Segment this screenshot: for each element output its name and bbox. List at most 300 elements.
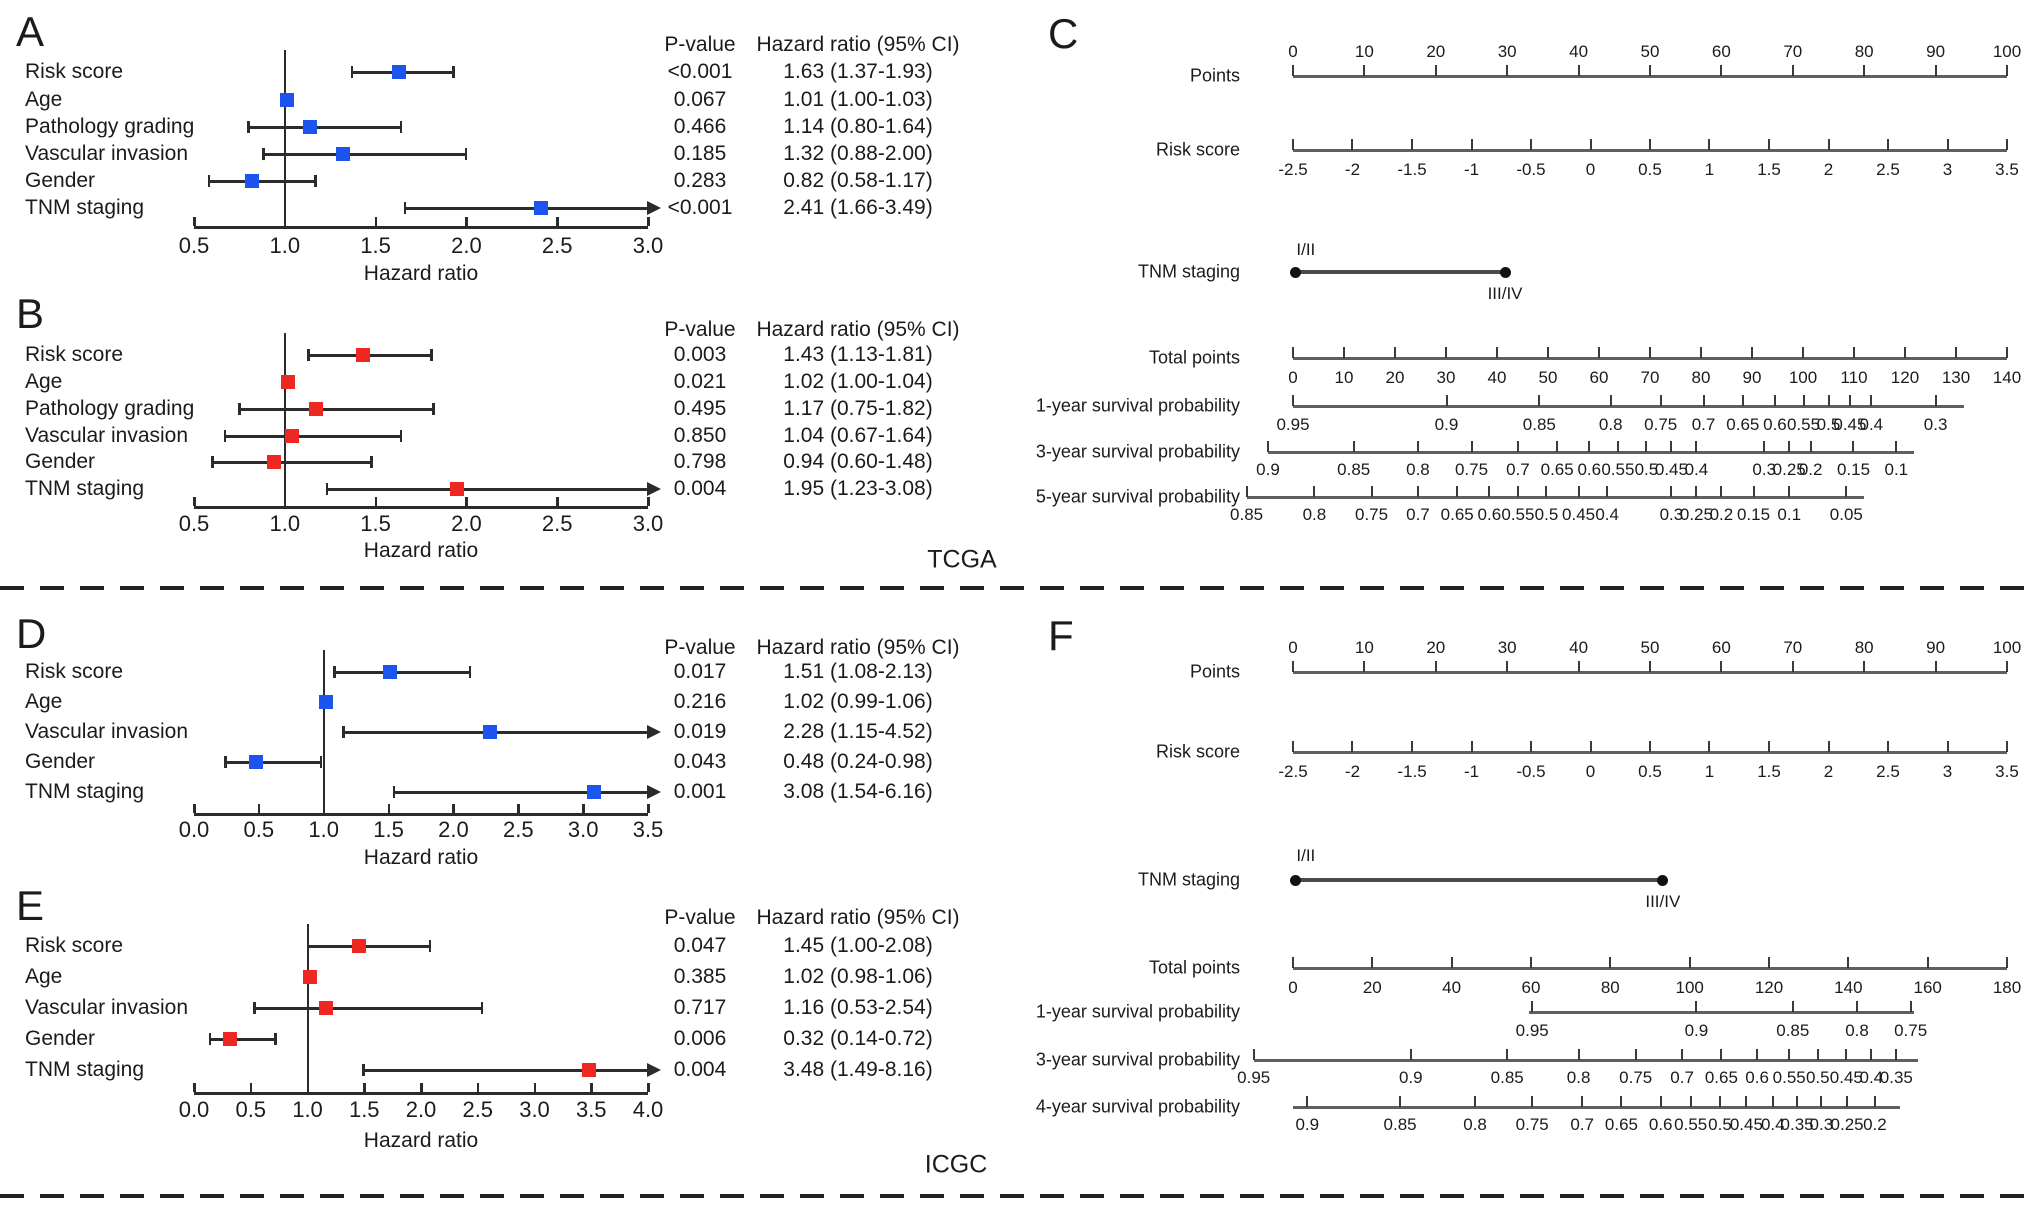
x-axis-tick-label: 2.5 bbox=[541, 511, 573, 536]
scale-tick-label: 0.5 bbox=[1805, 1068, 1830, 1087]
hr-marker bbox=[534, 201, 548, 215]
x-axis-line bbox=[194, 506, 648, 509]
scale-tick-label: 0.9 bbox=[1398, 1068, 1423, 1087]
scale-tick-label: 70 bbox=[1640, 368, 1660, 387]
hazard-ratio-ci: 3.08 (1.54-6.16) bbox=[783, 780, 933, 803]
scale-tick bbox=[1530, 139, 1532, 150]
scale-tick-label: 0.55 bbox=[1601, 460, 1635, 479]
x-axis-tick-label: 1.5 bbox=[373, 817, 404, 842]
scale-tick-label: 0.3 bbox=[1923, 415, 1948, 434]
scale-tick bbox=[1445, 347, 1447, 358]
scale-tick-label: 0.85 bbox=[1776, 1021, 1810, 1040]
scale-tick-label: 100 bbox=[1675, 978, 1704, 997]
scale-tick-label: 0.3 bbox=[1752, 460, 1777, 479]
tnm-dot-end bbox=[1500, 267, 1511, 278]
ci-line bbox=[394, 791, 648, 794]
p-value: 0.385 bbox=[673, 965, 727, 988]
forest-row-label: Age bbox=[25, 370, 63, 393]
scale-tick bbox=[1751, 347, 1753, 358]
ci-line bbox=[248, 126, 401, 129]
p-value: 0.004 bbox=[673, 1058, 727, 1081]
hazard-ratio-ci: 1.43 (1.13-1.81) bbox=[783, 343, 933, 366]
scale-tick-label: -1.5 bbox=[1397, 762, 1427, 781]
nomogram-row-label: 1-year survival probability bbox=[1035, 1001, 1240, 1022]
scale-tick bbox=[1870, 395, 1872, 406]
scale-tick-label: 30 bbox=[1497, 42, 1517, 61]
scale-tick bbox=[1690, 1096, 1692, 1107]
scale-tick-label: 140 bbox=[1834, 978, 1863, 997]
forest-row-label: Risk score bbox=[25, 660, 124, 683]
ci-cap-right bbox=[400, 121, 403, 133]
scale-tick-label: 60 bbox=[1521, 978, 1541, 997]
x-axis-tick-label: 1.0 bbox=[269, 511, 301, 536]
scale-tick bbox=[1363, 661, 1365, 672]
scale-tick bbox=[1456, 486, 1458, 497]
scale-tick bbox=[1292, 139, 1294, 150]
hr-marker bbox=[303, 120, 317, 134]
scale-tick-label: -2.5 bbox=[1278, 160, 1308, 179]
scale-tick-label: 0.8 bbox=[1302, 505, 1327, 524]
scale-tick-label: 0.45 bbox=[1562, 505, 1596, 524]
scale-tick bbox=[1910, 1001, 1912, 1012]
tnm-level-label-high: III/IV bbox=[1645, 892, 1681, 911]
scale-tick-label: 0.45 bbox=[1654, 460, 1688, 479]
scale-tick bbox=[1788, 1049, 1790, 1060]
nomogram-row-label: 3-year survival probability bbox=[1035, 441, 1240, 462]
scale-tick-label: -0.5 bbox=[1516, 160, 1546, 179]
scale-tick bbox=[1292, 347, 1294, 358]
ci-cap-left bbox=[307, 349, 310, 361]
x-axis-tick-label: 2.0 bbox=[405, 1097, 437, 1122]
hr-marker bbox=[336, 147, 350, 161]
scale-tick-label: -1 bbox=[1463, 160, 1480, 179]
x-axis-tick bbox=[517, 804, 520, 813]
x-axis-tick-label: 3.0 bbox=[519, 1097, 550, 1122]
scale-tick-label: 1.5 bbox=[1757, 762, 1781, 781]
scale-tick-label: 80 bbox=[1600, 978, 1620, 997]
scale-tick bbox=[1768, 957, 1770, 968]
scale-tick-label: 120 bbox=[1890, 368, 1920, 387]
p-value: 0.466 bbox=[673, 115, 727, 138]
ci-cap-right bbox=[314, 175, 317, 187]
scale-tick bbox=[1802, 347, 1804, 358]
ci-cap-left bbox=[224, 756, 227, 768]
scale-tick-label: -2.5 bbox=[1278, 762, 1308, 781]
scale-tick bbox=[1708, 139, 1710, 150]
scale-tick bbox=[1517, 441, 1519, 452]
x-axis-title: Hazard ratio bbox=[363, 846, 479, 869]
scale-tick bbox=[1351, 139, 1353, 150]
scale-tick-label: 0.85 bbox=[1230, 505, 1264, 524]
hr-marker bbox=[383, 665, 397, 679]
x-axis-tick-label: 2.0 bbox=[451, 233, 482, 258]
tnm-dot-start bbox=[1290, 267, 1301, 278]
scale-tick bbox=[1820, 1096, 1822, 1107]
scale-tick bbox=[1856, 1001, 1858, 1012]
scale-tick-label: 100 bbox=[1992, 42, 2022, 61]
scale-tick bbox=[1531, 1096, 1533, 1107]
scale-tick-label: 0.75 bbox=[1644, 415, 1678, 434]
scale-tick-label: 20 bbox=[1362, 978, 1382, 997]
forest-row-label: Gender bbox=[25, 1027, 96, 1050]
scale-tick-label: 0.75 bbox=[1454, 460, 1489, 479]
hr-marker bbox=[267, 455, 281, 469]
forest-row-label: Gender bbox=[25, 750, 96, 773]
scale-tick-label: 40 bbox=[1569, 638, 1589, 657]
scale-tick bbox=[1578, 661, 1580, 672]
x-axis-tick-label: 3.5 bbox=[575, 1097, 607, 1122]
scale-tick bbox=[1852, 441, 1854, 452]
scale-tick bbox=[2006, 347, 2008, 358]
forest-row-label: Age bbox=[25, 690, 63, 713]
scale-tick bbox=[1935, 661, 1937, 672]
hr-marker bbox=[319, 1001, 333, 1015]
scale-tick-label: 80 bbox=[1691, 368, 1711, 387]
scale-tick bbox=[1660, 395, 1662, 406]
scale-tick bbox=[1753, 486, 1755, 497]
x-axis-tick-label: 3.0 bbox=[632, 233, 664, 258]
scale-tick-label: 1.5 bbox=[1757, 160, 1781, 179]
scale-tick-label: 0.6 bbox=[1745, 1068, 1769, 1087]
x-axis-tick bbox=[375, 217, 378, 226]
panel-label: F bbox=[1048, 612, 1074, 659]
hazard-ratio-ci: 1.02 (1.00-1.04) bbox=[783, 370, 933, 393]
scale-tick bbox=[1863, 661, 1865, 672]
scale-tick-label: -0.5 bbox=[1516, 762, 1546, 781]
scale-tick bbox=[1496, 347, 1498, 358]
scale-tick-label: 0.2 bbox=[1863, 1115, 1887, 1134]
scale-tick bbox=[1742, 395, 1744, 406]
panel-label: D bbox=[16, 610, 47, 657]
scale-tick bbox=[1588, 441, 1590, 452]
scale-tick-label: 0.15 bbox=[1836, 460, 1871, 479]
forest-row-label: TNM staging bbox=[25, 477, 145, 500]
hr-marker bbox=[582, 1063, 596, 1077]
x-axis-tick bbox=[375, 497, 378, 506]
nomogram-row-label: TNM staging bbox=[1137, 869, 1240, 890]
scale-tick-label: 100 bbox=[1992, 638, 2022, 657]
ci-cap-left bbox=[209, 1033, 212, 1045]
hr-marker bbox=[356, 348, 370, 362]
hazard-ratio-ci: 1.14 (0.80-1.64) bbox=[783, 115, 933, 138]
scale-tick-label: 0.85 bbox=[1522, 415, 1556, 434]
scale-tick-label: 0.7 bbox=[1506, 460, 1530, 479]
hazard-ratio-ci: 1.45 (1.00-2.08) bbox=[783, 934, 933, 957]
scale-tick bbox=[1474, 1096, 1476, 1107]
ci-line bbox=[212, 461, 372, 464]
scale-tick-label: 0.8 bbox=[1598, 415, 1623, 434]
ci-cap-left bbox=[333, 666, 336, 678]
x-axis-tick bbox=[582, 804, 585, 813]
hr-marker bbox=[281, 375, 295, 389]
scale-tick bbox=[2006, 139, 2008, 150]
pvalue-column-header: P-value bbox=[664, 906, 736, 929]
scale-tick bbox=[1578, 1049, 1580, 1060]
ci-cap-right bbox=[274, 1033, 277, 1045]
forest-row-label: Gender bbox=[25, 450, 96, 473]
scale-tick bbox=[1530, 957, 1532, 968]
scale-tick bbox=[1645, 441, 1647, 452]
scale-tick-label: 70 bbox=[1783, 638, 1803, 657]
scale-tick-label: 0.3 bbox=[1659, 505, 1684, 524]
forest-row-label: TNM staging bbox=[25, 196, 145, 219]
x-axis-tick bbox=[284, 217, 287, 226]
nomogram-row-label: Total points bbox=[1148, 347, 1240, 368]
scale-tick-label: 0.4 bbox=[1760, 1115, 1785, 1134]
scale-tick bbox=[1660, 1096, 1662, 1107]
scale-tick bbox=[1506, 65, 1508, 76]
ci-line bbox=[254, 1007, 482, 1010]
scale-tick-label: 0.7 bbox=[1670, 1068, 1694, 1087]
scale-tick-label: 0.35 bbox=[1780, 1115, 1814, 1134]
scale-tick-label: 0.95 bbox=[1515, 1021, 1549, 1040]
forest-row-label: Pathology grading bbox=[25, 115, 195, 138]
scale-tick bbox=[1828, 139, 1830, 150]
scale-tick bbox=[1471, 139, 1473, 150]
scale-tick bbox=[1700, 347, 1702, 358]
scale-tick bbox=[1394, 347, 1396, 358]
scale-tick-label: 70 bbox=[1783, 42, 1803, 61]
hazard-ratio-column-header: Hazard ratio (95% CI) bbox=[756, 318, 960, 341]
scale-line bbox=[1293, 1106, 1900, 1109]
tnm-level-label-high: III/IV bbox=[1487, 284, 1523, 303]
p-value: 0.495 bbox=[673, 397, 727, 420]
scale-tick bbox=[1253, 1049, 1255, 1060]
scale-tick bbox=[1887, 741, 1889, 752]
scale-tick-label: 3.5 bbox=[1995, 762, 2019, 781]
forest-row-label: Risk score bbox=[25, 934, 124, 957]
reference-line bbox=[323, 650, 326, 813]
p-value: 0.850 bbox=[673, 424, 727, 447]
ci-cap-left bbox=[211, 456, 214, 468]
scale-tick bbox=[1581, 1096, 1583, 1107]
nomogram-row-label: Points bbox=[1189, 65, 1240, 86]
scale-tick bbox=[1620, 1096, 1622, 1107]
scale-tick bbox=[1471, 741, 1473, 752]
p-value: 0.047 bbox=[673, 934, 727, 957]
scale-tick-label: 0.75 bbox=[1515, 1115, 1549, 1134]
nomogram-row-label: 1-year survival probability bbox=[1035, 395, 1240, 416]
scale-tick-label: 3 bbox=[1942, 762, 1953, 781]
scale-tick bbox=[1772, 1096, 1774, 1107]
forest-row-label: Vascular invasion bbox=[25, 142, 189, 165]
x-axis-tick-label: 0.5 bbox=[178, 511, 210, 536]
ci-cap-left bbox=[326, 483, 329, 495]
scale-tick-label: 0.55 bbox=[1674, 1115, 1708, 1134]
scale-tick-label: 0.45 bbox=[1829, 1068, 1863, 1087]
hazard-ratio-column-header: Hazard ratio (95% CI) bbox=[756, 906, 960, 929]
p-value: 0.017 bbox=[673, 660, 727, 683]
x-axis-tick bbox=[590, 1083, 593, 1092]
scale-tick-label: 20 bbox=[1426, 42, 1446, 61]
scale-tick-label: 1 bbox=[1704, 160, 1715, 179]
scale-tick bbox=[1517, 486, 1519, 497]
scale-tick-label: 0.65 bbox=[1604, 1115, 1638, 1134]
ci-cap-left bbox=[307, 940, 310, 952]
scale-tick bbox=[2006, 957, 2008, 968]
x-axis-tick bbox=[388, 804, 391, 813]
clip-arrow bbox=[647, 1063, 661, 1077]
scale-tick-label: 0.15 bbox=[1736, 505, 1771, 524]
ci-cap-left bbox=[404, 202, 407, 214]
p-value: 0.019 bbox=[673, 720, 727, 743]
x-axis-tick-label: 2.5 bbox=[541, 233, 573, 258]
scale-tick bbox=[1590, 741, 1592, 752]
p-value: 0.067 bbox=[673, 88, 727, 111]
p-value: <0.001 bbox=[667, 60, 733, 83]
scale-tick-label: 0.9 bbox=[1256, 460, 1280, 479]
p-value: 0.001 bbox=[673, 780, 727, 803]
scale-tick bbox=[1853, 347, 1855, 358]
hazard-ratio-ci: 0.94 (0.60-1.48) bbox=[783, 450, 933, 473]
scale-tick bbox=[1547, 347, 1549, 358]
scale-tick bbox=[1292, 65, 1294, 76]
clip-arrow bbox=[647, 482, 661, 496]
ci-cap-left bbox=[247, 121, 250, 133]
scale-tick bbox=[1446, 395, 1448, 406]
scale-tick-label: 0.5 bbox=[1638, 160, 1662, 179]
scale-tick-label: 0.25 bbox=[1679, 505, 1713, 524]
hr-marker bbox=[280, 93, 294, 107]
scale-tick-label: 2.5 bbox=[1876, 762, 1900, 781]
scale-tick-label: 10 bbox=[1354, 638, 1374, 657]
ci-cap-left bbox=[393, 786, 396, 798]
x-axis-tick-label: 1.0 bbox=[308, 817, 339, 842]
hr-marker bbox=[285, 429, 299, 443]
scale-tick-label: 1 bbox=[1704, 762, 1715, 781]
x-axis-tick-label: 1.5 bbox=[348, 1097, 380, 1122]
hazard-ratio-ci: 1.32 (0.88-2.00) bbox=[783, 142, 933, 165]
scale-tick bbox=[1846, 1096, 1848, 1107]
scale-tick-label: 0.6 bbox=[1763, 415, 1787, 434]
pvalue-column-header: P-value bbox=[664, 636, 736, 659]
x-axis-title: Hazard ratio bbox=[363, 262, 479, 285]
scale-tick bbox=[1947, 139, 1949, 150]
x-axis-tick bbox=[556, 217, 559, 226]
hr-marker bbox=[483, 725, 497, 739]
scale-tick bbox=[1792, 1001, 1794, 1012]
forest-row-label: Vascular invasion bbox=[25, 720, 189, 743]
scale-tick-label: 0 bbox=[1288, 42, 1298, 61]
scale-tick-label: 2 bbox=[1823, 160, 1834, 179]
forest-row-label: Risk score bbox=[25, 60, 124, 83]
scale-tick bbox=[1863, 65, 1865, 76]
ci-cap-right bbox=[481, 1002, 484, 1014]
hazard-ratio-ci: 0.82 (0.58-1.17) bbox=[783, 169, 933, 192]
p-value: 0.216 bbox=[673, 690, 727, 713]
dataset-label-tcga: TCGA bbox=[927, 545, 997, 574]
scale-tick bbox=[1578, 65, 1580, 76]
dataset-label-icgc: ICGC bbox=[924, 1150, 988, 1179]
scale-tick bbox=[1506, 661, 1508, 672]
scale-tick-label: 0.2 bbox=[1709, 505, 1734, 524]
scale-tick bbox=[1351, 741, 1353, 752]
ci-cap-left bbox=[253, 1002, 256, 1014]
scale-tick-label: 0.05 bbox=[1829, 505, 1863, 524]
scale-tick-label: -2 bbox=[1344, 762, 1361, 781]
ci-line bbox=[363, 1069, 648, 1072]
ci-cap-right bbox=[400, 430, 403, 442]
hazard-ratio-ci: 1.04 (0.67-1.64) bbox=[783, 424, 933, 447]
scale-tick-label: 0.1 bbox=[1884, 460, 1909, 479]
scale-tick-label: 0.8 bbox=[1845, 1021, 1869, 1040]
x-axis-title: Hazard ratio bbox=[363, 1129, 479, 1152]
forest-row-label: Age bbox=[25, 965, 63, 988]
ci-cap-left bbox=[208, 175, 211, 187]
x-axis-tick-label: 1.0 bbox=[269, 233, 301, 258]
ci-line bbox=[327, 488, 648, 491]
scale-tick bbox=[1703, 395, 1705, 406]
hr-marker bbox=[245, 174, 259, 188]
scale-tick bbox=[1792, 65, 1794, 76]
ci-line bbox=[263, 153, 466, 156]
scale-tick bbox=[1670, 486, 1672, 497]
scale-tick bbox=[1720, 486, 1722, 497]
scale-tick-label: 0.5 bbox=[1638, 762, 1662, 781]
scale-tick-label: 40 bbox=[1442, 978, 1462, 997]
x-axis-tick bbox=[647, 497, 650, 506]
nomogram-row-label: Risk score bbox=[1155, 741, 1240, 762]
scale-tick bbox=[1530, 741, 1532, 752]
scale-tick bbox=[1606, 486, 1608, 497]
scale-tick bbox=[1810, 441, 1812, 452]
scale-tick bbox=[1845, 1049, 1847, 1060]
scale-tick bbox=[1451, 957, 1453, 968]
scale-tick bbox=[1792, 661, 1794, 672]
scale-tick bbox=[1763, 441, 1765, 452]
x-axis-tick-label: 2.0 bbox=[438, 817, 469, 842]
x-axis-tick-label: 3.5 bbox=[632, 817, 664, 842]
scale-tick bbox=[1649, 65, 1651, 76]
scale-tick bbox=[1828, 741, 1830, 752]
x-axis-tick bbox=[556, 497, 559, 506]
x-axis-tick-label: 2.5 bbox=[502, 817, 534, 842]
scale-tick bbox=[1371, 486, 1373, 497]
scale-line bbox=[1268, 451, 1914, 454]
ci-cap-left bbox=[262, 148, 265, 160]
scale-tick bbox=[1670, 441, 1672, 452]
hazard-ratio-ci: 2.41 (1.66-3.49) bbox=[783, 196, 933, 219]
scale-tick bbox=[1817, 1049, 1819, 1060]
scale-tick bbox=[1847, 957, 1849, 968]
tnm-dot-start bbox=[1290, 875, 1301, 886]
hazard-ratio-ci: 1.95 (1.23-3.08) bbox=[783, 477, 933, 500]
scale-tick-label: 0.4 bbox=[1684, 460, 1709, 479]
hr-marker bbox=[319, 695, 333, 709]
scale-tick-label: 0.65 bbox=[1704, 1068, 1738, 1087]
scale-tick-label: 0.45 bbox=[1729, 1115, 1763, 1134]
scale-tick-label: 90 bbox=[1742, 368, 1762, 387]
scale-tick bbox=[1617, 441, 1619, 452]
x-axis-tick-label: 4.0 bbox=[632, 1097, 664, 1122]
scale-tick-label: 0.65 bbox=[1726, 415, 1760, 434]
p-value: 0.185 bbox=[673, 142, 727, 165]
scale-tick-label: 20 bbox=[1426, 638, 1446, 657]
scale-tick bbox=[1719, 1096, 1721, 1107]
scale-tick bbox=[1720, 65, 1722, 76]
scale-tick-label: 0.75 bbox=[1354, 505, 1389, 524]
x-axis-tick-label: 0.0 bbox=[178, 817, 210, 842]
scale-tick-label: 0 bbox=[1585, 762, 1596, 781]
panel-label: B bbox=[16, 290, 45, 337]
scale-tick bbox=[1435, 65, 1437, 76]
scale-tick bbox=[1788, 486, 1790, 497]
x-axis-tick bbox=[193, 497, 196, 506]
scale-tick bbox=[1955, 347, 1957, 358]
scale-tick bbox=[1313, 486, 1315, 497]
dashed-separator-tcga bbox=[0, 586, 2032, 590]
scale-tick-label: 80 bbox=[1854, 638, 1874, 657]
